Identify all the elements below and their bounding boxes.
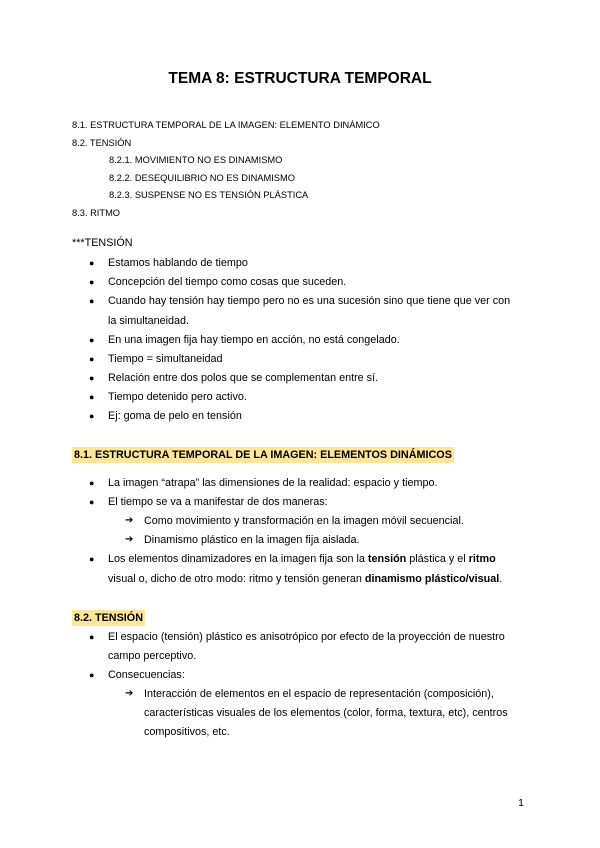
toc-item: 8.3. RITMO bbox=[72, 207, 121, 218]
text-span: Los elementos dinamizadores en la imagen fija son la bbox=[108, 553, 368, 565]
bold-term: ritmo bbox=[468, 553, 496, 565]
list-item: Tiempo = simultaneidad bbox=[108, 353, 223, 365]
list-item: Cuando hay tensión hay tiempo pero no es una sucesión sino que tiene que ver con bbox=[108, 295, 511, 307]
bullet-icon: ● bbox=[89, 354, 95, 364]
bullet-icon: ● bbox=[89, 497, 95, 507]
list-item: La imagen “atrapa” las dimensiones de la realidad: espacio y tiempo. bbox=[108, 477, 438, 489]
list-item: El tiempo se va a manifestar de dos maneras: bbox=[108, 496, 328, 508]
list-item-continuation: campo perceptivo. bbox=[108, 650, 197, 662]
intro-label: ***TENSIÓN bbox=[72, 237, 133, 249]
table-of-contents bbox=[72, 117, 380, 222]
toc-item: 8.2. TENSIÓN bbox=[72, 137, 132, 148]
bold-term: dinamismo plástico/visual bbox=[364, 573, 500, 585]
bullet-icon: ● bbox=[89, 478, 95, 488]
sub-list-item-continuation: compositivos, etc. bbox=[144, 726, 230, 738]
bullet-icon: ● bbox=[89, 670, 95, 680]
arrow-icon: ➔ bbox=[125, 688, 134, 699]
bullet-icon: ● bbox=[89, 554, 95, 564]
list-item: Relación entre dos polos que se complementan entre sí. bbox=[108, 372, 379, 384]
bullet-icon: ● bbox=[89, 373, 95, 383]
list-item: El espacio (tensión) plástico es anisotrópico por efecto de la proyección de nuestro bbox=[108, 631, 505, 643]
bullet-icon: ● bbox=[89, 392, 95, 402]
list-item: Ej: goma de pelo en tensión bbox=[108, 410, 242, 422]
toc-subitem: 8.2.3. SUSPENSE NO ES TENSIÓN PLÁSTICA bbox=[109, 190, 309, 200]
arrow-icon: ➔ bbox=[125, 515, 134, 526]
list-item: Tiempo detenido pero activo. bbox=[108, 391, 247, 403]
page-number: 1 bbox=[518, 797, 524, 809]
text-span: . bbox=[499, 573, 503, 585]
toc-subitem: 8.2.1. MOVIMIENTO NO ES DINAMISMO bbox=[109, 155, 283, 165]
sub-list-item: Dinamismo plástico en la imagen fija aislada. bbox=[144, 534, 360, 546]
sub-list-item-continuation: características visuales de los elementos (color, forma, textura, etc), centros bbox=[144, 707, 508, 719]
section-heading-8-2: 8.2. TENSIÓN bbox=[74, 612, 143, 624]
sub-list-item: Interacción de elementos en el espacio de representación (composición), bbox=[144, 688, 494, 700]
bullet-icon: ● bbox=[89, 632, 95, 642]
section-heading-8-1: 8.1. ESTRUCTURA TEMPORAL DE LA IMAGEN: ELEMENTOS DINÁMICOS bbox=[74, 449, 452, 461]
list-item-continuation: la simultaneidad. bbox=[108, 315, 190, 327]
bullet-icon: ● bbox=[89, 411, 95, 421]
list-item: En una imagen fija hay tiempo en acción, no está congelado. bbox=[108, 334, 400, 346]
list-item: Estamos hablando de tiempo bbox=[108, 257, 248, 269]
bold-term: tensión bbox=[367, 553, 407, 565]
bullet-icon: ● bbox=[89, 296, 95, 306]
list-item-continuation bbox=[108, 573, 502, 585]
arrow-icon: ➔ bbox=[125, 534, 134, 545]
toc-subitem: 8.2.2. DESEQUILIBRIO NO ES DINAMISMO bbox=[109, 172, 295, 183]
list-item: Consecuencias: bbox=[108, 669, 185, 681]
bullet-icon: ● bbox=[89, 335, 95, 345]
sub-list-item: Como movimiento y transformación en la imagen móvil secuencial. bbox=[144, 515, 464, 527]
bullet-icon: ● bbox=[89, 258, 95, 268]
list-item bbox=[108, 553, 496, 565]
text-span: visual o, dicho de otro modo: ritmo y tensión generan bbox=[108, 573, 365, 585]
page-title: TEMA 8: ESTRUCTURA TEMPORAL bbox=[168, 70, 432, 87]
list-item: Concepción del tiempo como cosas que suceden. bbox=[108, 276, 347, 288]
toc-item: 8.1. ESTRUCTURA TEMPORAL DE LA IMAGEN: ELEMENTO DINÁMICO bbox=[72, 120, 380, 130]
text-span: plástica y el bbox=[406, 553, 469, 565]
bullet-icon: ● bbox=[89, 277, 95, 287]
